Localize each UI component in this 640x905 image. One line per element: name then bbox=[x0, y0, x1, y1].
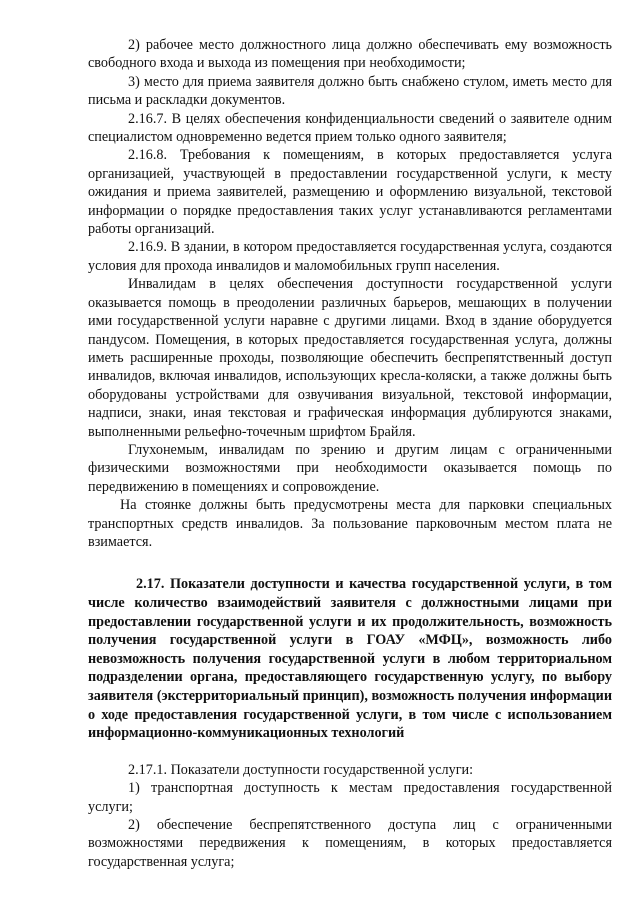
paragraph-2-16-8: 2.16.8. Требования к помещениям, в которых предоставляется услуга организацией, участвующей в предоставлении государственной услуги, к месту ожидания и приема заявителей, размещению и оформлению визуальной, текстовой информации о порядке предоставления таких услуг устанавливаются регламентами работы организаций. bbox=[88, 147, 612, 238]
paragraph-barrier-free-access: 2) обеспечение беспрепятственного доступа лиц с ограниченными возможностями передвижения к помещениям, в которых предоставляется государственная услуга; bbox=[88, 816, 612, 870]
paragraph-2-16-9: 2.16.9. В здании, в котором предоставляется государственная услуга, создаются условия для прохода инвалидов и маломобильных групп населения. bbox=[88, 239, 612, 274]
paragraph-reception-seat: 3) место для приема заявителя должно быть снабжено стулом, иметь место для письма и раскладки документов. bbox=[88, 73, 612, 109]
paragraph-2-16-7: 2.16.7. В целях обеспечения конфиденциальности сведений о заявителе одним специалистом одновременно ведется прием только одного заявителя; bbox=[88, 110, 612, 146]
paragraph-deaf-blind-assistance: Глухонемым, инвалидам по зрению и другим лицам с ограниченными физическими возможностями при необходимости оказывается помощь по передвижению в помещениях и сопровождение. bbox=[88, 441, 612, 495]
paragraph-transport-access: 1) транспортная доступность к местам предоставления государственной услуги; bbox=[88, 780, 612, 815]
paragraph-workplace-access: 2) рабочее место должностного лица должно обеспечивать ему возможность свободного входа и выхода из помещения при необходимости; bbox=[88, 37, 612, 72]
section-gap-small bbox=[88, 743, 612, 761]
section-heading-2-17: 2.17. Показатели доступности и качества государственной услуги, в том числе количество взаимодействий заявителя с должностными лицами при предоставлении государственной услуги и их продолжительность, возможность получения государственной услуги в ГОАУ «МФЦ», возможность либо невозможность получения государственной услуги в любом территориальном подразделении органа, предоставляющего государственную услугу, по выбору заявителя (экстерриториальный принцип), возможность получения информации о ходе предоставления государственной услуги, в том числе с использованием информационно-коммуникационных технологий bbox=[88, 576, 612, 742]
paragraph-disabled-assistance: Инвалидам в целях обеспечения доступности государственной услуги оказывается помощь в преодолении различных барьеров, мешающих в получении ими государственной услуги наравне с другими лицами. Вход в здание оборудуется пандусом. Помещения, в которых предоставляется государственная услуга, должны иметь расширенные проходы, позволяющие обеспечить беспрепятственный доступ инвалидов, включая инвалидов, использующих кресла-коляски, а также должны быть оборудованы устройствами для озвучивания визуальной, текстовой информации, надписи, знаки, иная текстовая и графическая информация дублируются знаками, выполненными рельефно-точечным шрифтом Брайля. bbox=[88, 276, 612, 440]
paragraph-parking: На стоянке должны быть предусмотрены места для парковки специальных транспортных средств инвалидов. За пользование парковочным местом плата не взимается. bbox=[88, 497, 612, 550]
paragraph-2-17-1: 2.17.1. Показатели доступности государственной услуги: bbox=[128, 761, 474, 778]
section-gap bbox=[88, 551, 612, 575]
document-page bbox=[88, 36, 612, 871]
